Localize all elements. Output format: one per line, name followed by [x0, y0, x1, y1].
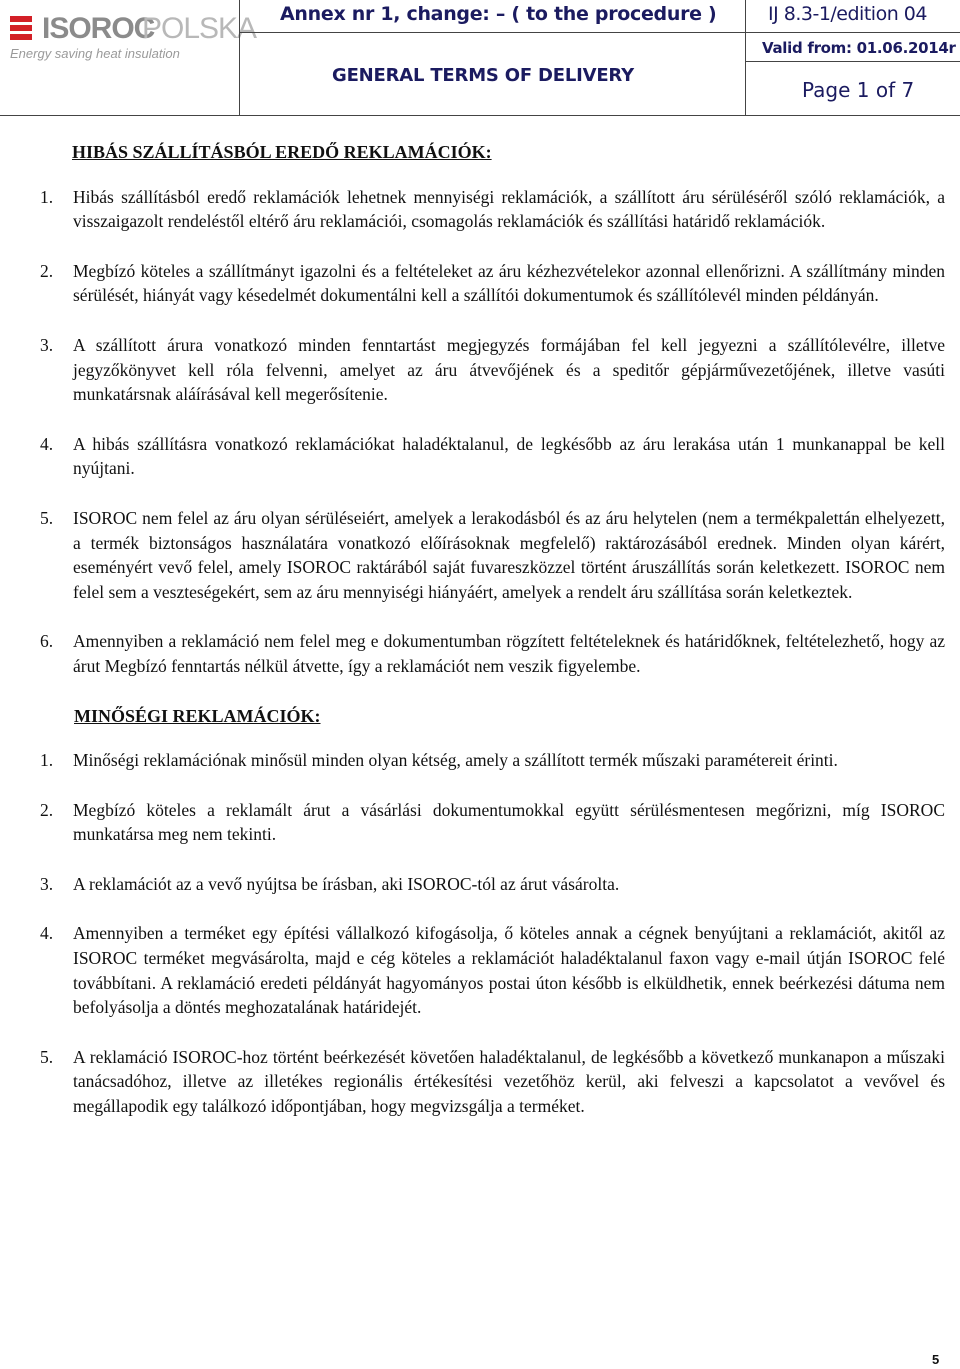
- doc-id-cell: [745, 0, 960, 33]
- document-id: IJ 8.3-1/edition 04: [768, 3, 927, 25]
- item-number: 1.: [40, 750, 54, 771]
- logo-mark-icon: [8, 14, 42, 46]
- item-text: Minőségi reklamációnak minősül minden olyan kétség, amely a szállított termék műszaki paramétereit érinti.: [73, 750, 838, 771]
- list-item: [40, 748, 945, 773]
- list-item: [40, 185, 945, 234]
- list-item: [40, 1045, 945, 1119]
- item-text: Amennyiben a reklamáció nem felel meg e dokumentumban rögzített feltételeknek és határidőknek, feltételezhető, hogy az árut Megbízó fenntartás nélkül átvette, így a reklamációt nem veszik figyelembe.: [73, 631, 945, 676]
- item-text: A reklamációt az a vevő nyújtsa be írásban, aki ISOROC-tól az árut vásárolta.: [73, 873, 620, 894]
- item-text: Megbízó köteles a szállítmányt igazolni és a feltételeket az áru kézhezvételekor azonnal ellenőrizni. A szállítmány minden sérülését, hiányát vagy késedelmét dokumentálni kell a szállítói dokumentumok és szállítólevél minden példányán.: [73, 260, 945, 306]
- item-text: A reklamáció ISOROC-hoz történt beérkezését követően haladéktalanul, de legkésőbb a következő munkanapon a műszaki tanácsadóhoz, illetve az illetékes regionális értékesítési vezetőhöz kerül, aki felveszi a kapcsolatot a vevővel és megállapodik egy találkozó időpontjában, hogy megvizsgálja a terméket.: [73, 1046, 945, 1117]
- doc-name-cell: [239, 32, 746, 116]
- item-number: 5.: [40, 507, 54, 528]
- list-item: [40, 872, 945, 897]
- list-item: [40, 629, 945, 678]
- item-text: A szállított árura vonatkozó minden fenntartást megjegyzés formájában fel kell jegyezni a szállítólevélre, illetve jegyzőkönyvet kell róla felvenni, amelyet az áru átvevőjének és a speditőr gépjárművezetőjének, illetve vasúti munkatársnak aláírásával kell megerősítenie.: [73, 334, 945, 405]
- item-number: 1.: [40, 186, 54, 207]
- valid-from-cell: [745, 32, 960, 62]
- list-item: [40, 921, 945, 1019]
- logo-cell: [0, 0, 257, 116]
- list-item: [40, 259, 945, 308]
- section-heading-quality: MINŐSÉGI REKLAMÁCIÓK:: [74, 705, 321, 726]
- list-item: [40, 506, 945, 604]
- list-item: [40, 333, 945, 407]
- page-info-cell: [745, 61, 960, 116]
- valid-from: Valid from: 01.06.2014r: [762, 39, 956, 57]
- logo-brand-sub: POLSKA: [142, 12, 257, 45]
- item-number: 4.: [40, 923, 54, 944]
- page-number: 5: [932, 1352, 940, 1367]
- logo-tagline: Energy saving heat insulation: [10, 46, 180, 61]
- item-number: 4.: [40, 433, 54, 454]
- item-text: ISOROC nem felel az áru olyan sérüléseiért, amelyek a lerakodásból és az áru helytelen (nem a termékpalettán elhelyezett, a termék biztonságos használatára vonatkozó előírásoknak megfelelő) raktározásából erednek. Minden olyan kárért, eseményért vevő felel, amely ISOROC raktárából saját fuvareszközzel történt áruszállítás során keletkezett. ISOROC nem felel sem a veszteségekért, sem az áru mennyiségi hiányáért, amelyek a rendelt áru szállítása során keletkeztek.: [73, 507, 945, 602]
- company-logo: [8, 12, 257, 72]
- logo-brand-main: ISOROC: [42, 12, 155, 45]
- item-text: Hibás szállításból eredő reklamációk lehetnek mennyiségi reklamációk, a szállított áru sérüléséről szóló reklamációk, a visszaigazolt rendeléstől eltérő áru reklamációi, csomagolás reklamációk és szállítási határidő reklamációk.: [73, 186, 945, 232]
- document-header: [0, 0, 960, 116]
- item-number: 2.: [40, 260, 54, 281]
- document-name: GENERAL TERMS OF DELIVERY: [332, 65, 634, 86]
- page-info: Page 1 of 7: [802, 78, 915, 102]
- title-cell: [239, 0, 746, 33]
- item-text: A hibás szállításra vonatkozó reklamációkat haladéktalanul, de legkésőbb az áru lerakása után 1 munkanappal be kell nyújtani.: [73, 433, 945, 479]
- document-body: [40, 140, 945, 1144]
- item-number: 3.: [40, 334, 54, 355]
- item-number: 5.: [40, 1046, 54, 1067]
- item-number: 6.: [40, 631, 54, 652]
- item-text: Amennyiben a terméket egy építési vállalkozó kifogásolja, ő köteles annak a cégnek benyújtani a reklamációt, akitől az ISOROC terméket megvásárolta, majd e cég köteles a reklamációt haladéktalanul faxon vagy e-mail útján ISOROC felé továbbítani. A reklamáció eredeti példányát hagyományos postai úton később is elküldhetik, ennek beérkezési dátuma nem befolyásolja a döntés meghozatalának határidejét.: [73, 923, 945, 1018]
- section-heading-delivery: HIBÁS SZÁLLÍTÁSBÓL EREDŐ REKLAMÁCIÓK:: [72, 142, 492, 162]
- item-number: 2.: [40, 799, 54, 820]
- item-text: Megbízó köteles a reklamált árut a vásárlási dokumentumokkal együtt sérülésmentesen megőrizni, míg ISOROC munkatársa meg nem tekinti.: [73, 799, 945, 845]
- document-title: Annex nr 1, change: – ( to the procedure ): [280, 3, 717, 25]
- list-item: [40, 432, 945, 481]
- item-number: 3.: [40, 873, 54, 894]
- list-item: [40, 798, 945, 847]
